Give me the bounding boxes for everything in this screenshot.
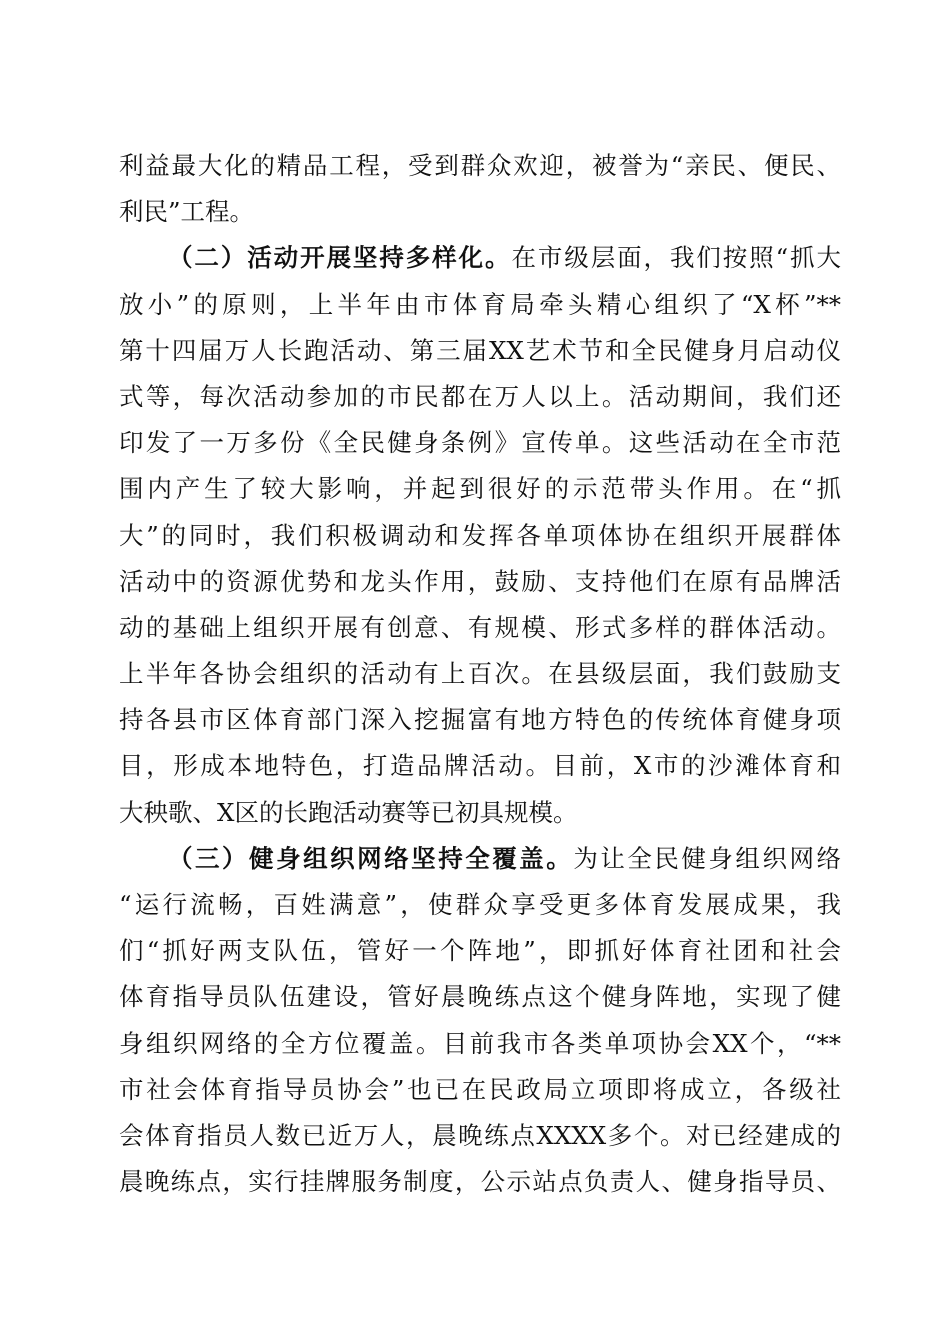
text-line: 放小”的原则，上半年由市体育局牵头精心组织了“X杯”** — [119, 289, 841, 319]
text-line: 大”的同时，我们积极调动和发挥各单项体协在组织开展群体 — [119, 520, 841, 550]
text-line: 动的基础上组织开展有创意、有规模、形式多样的群体活动。 — [119, 612, 841, 642]
text-line: 式等，每次活动参加的市民都在万人以上。活动期间，我们还 — [119, 381, 841, 411]
paragraph-first-line — [119, 235, 841, 281]
text-line: 大秧歌、X区的长跑活动赛等已初具规模。 — [119, 797, 578, 827]
text-line: “运行流畅，百姓满意”，使群众享受更多体育发展成果，我 — [119, 890, 841, 919]
text-line: 市社会体育指导员协会”也已在民政局立项即将成立，各级社 — [119, 1074, 841, 1104]
text-run: 为让全民健身组织网络 — [573, 843, 841, 873]
text-line: 上半年各协会组织的活动有上百次。在县级层面，我们鼓励支 — [119, 659, 841, 689]
text-line: 体育指导员队伍建设，管好晨晚练点这个健身阵地，实现了健 — [119, 982, 841, 1012]
text-line: 晨晚练点，实行挂牌服务制度，公示站点负责人、健身指导员、 — [119, 1167, 841, 1197]
text-line: 印发了一万多份《全民健身条例》宣传单。这些活动在全市范 — [119, 428, 841, 458]
text-line: 围内产生了较大影响，并起到很好的示范带头作用。在“抓 — [119, 474, 841, 504]
document-body — [119, 143, 841, 1205]
text-line: 们“抓好两支队伍，管好一个阵地”，即抓好体育社团和社会 — [119, 936, 841, 966]
text-line: 持各县市区体育部门深入挖掘富有地方特色的传统体育健身项 — [119, 705, 841, 735]
section-heading: （三）健身组织网络坚持全覆盖。 — [168, 843, 574, 873]
text-line: 第十四届万人长跑活动、第三届XX艺术节和全民健身月启动仪 — [119, 335, 841, 365]
text-line: 利民”工程。 — [119, 197, 255, 227]
text-line: 活动中的资源优势和龙头作用，鼓励、支持他们在原有品牌活 — [119, 566, 841, 596]
text-line: 会体育指员人数已近万人，晨晚练点XXXX多个。对已经建成的 — [119, 1120, 841, 1150]
text-run: 在市级层面，我们按照“抓大 — [511, 243, 842, 273]
text-line: 利益最大化的精品工程，受到群众欢迎，被誉为“亲民、便民、 — [119, 151, 841, 180]
text-line: 目，形成本地特色，打造品牌活动。目前，X市的沙滩体育和 — [119, 751, 841, 781]
paragraph-first-line — [119, 836, 841, 882]
text-line: 身组织网络的全方位覆盖。目前我市各类单项协会XX个，“** — [119, 1028, 841, 1058]
section-heading: （二）活动开展坚持多样化。 — [168, 243, 512, 273]
